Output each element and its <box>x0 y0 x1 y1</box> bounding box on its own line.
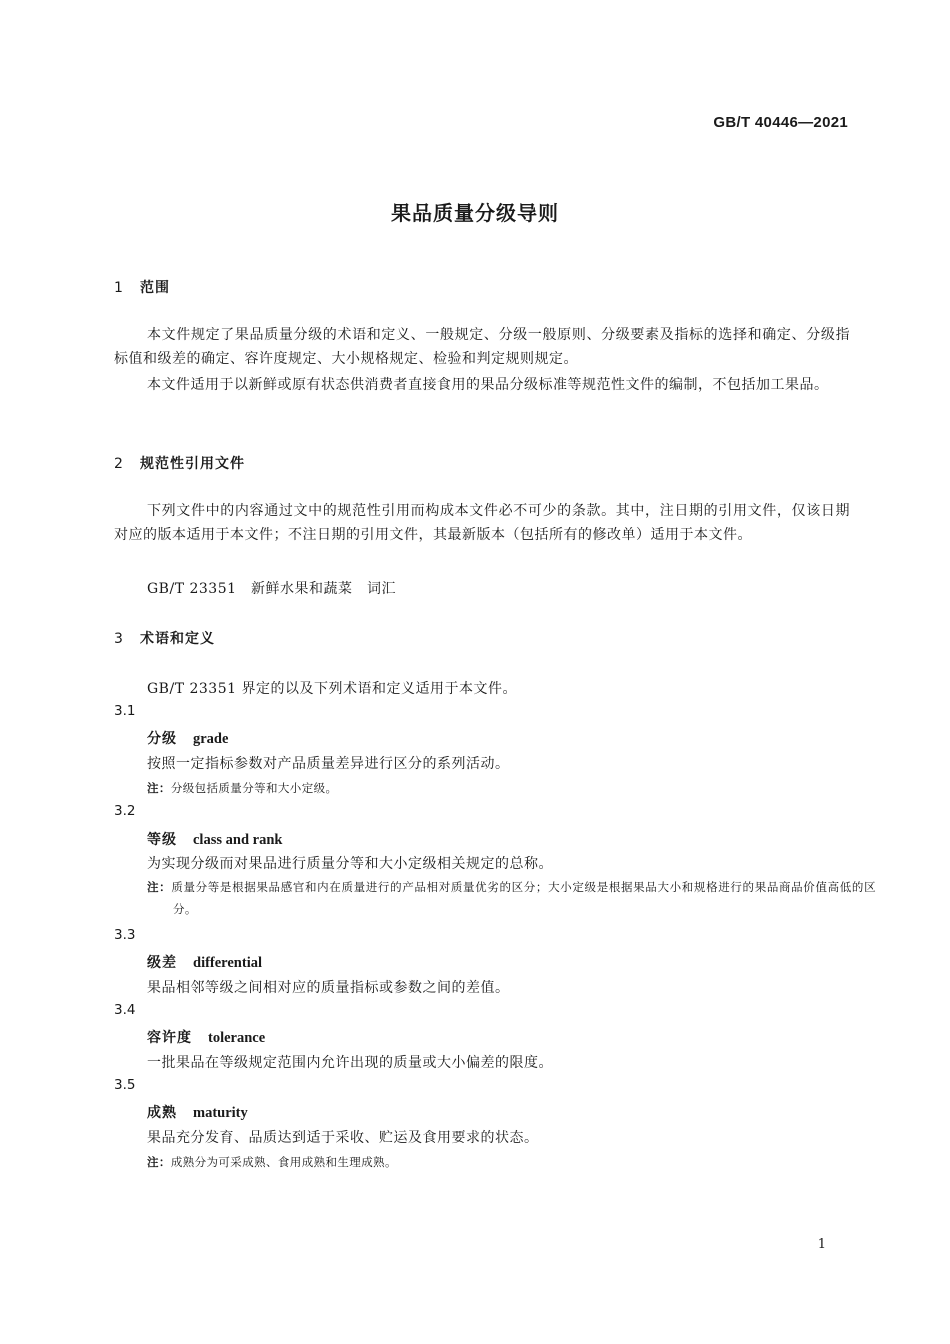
term-zh: 等级 <box>147 832 177 848</box>
term-definition: 果品充分发育、品质达到适于采收、贮运及食用要求的状态。 <box>147 1130 539 1146</box>
term-en: maturity <box>193 1105 248 1121</box>
term-en: grade <box>193 731 229 747</box>
term-definition: 为实现分级而对果品进行质量分等和大小定级相关规定的总称。 <box>147 856 553 872</box>
term-number: 3.1 <box>114 703 136 719</box>
note-label: 注： <box>147 781 171 795</box>
references-paragraph: 下列文件中的内容通过文中的规范性引用而构成本文件必不可少的条款。其中，注日期的引用文件，仅该日期对应的版本适用于本文件；不注日期的引用文件，其最新版本（包括所有的修改单）适用于本文件。 <box>114 503 850 543</box>
term-zh: 容许度 <box>147 1030 192 1046</box>
term-note <box>147 780 337 796</box>
term-differential <box>147 952 262 972</box>
note-text: 质量分等是根据果品感官和内在质量进行的产品相对质量优劣的区分；大小定级是根据果品大小和规格进行的果品商品价值高低的区分。 <box>171 880 876 916</box>
term-definition: 果品相邻等级之间相对应的质量指标或参数之间的差值。 <box>147 980 510 996</box>
term-zh: 成熟 <box>147 1105 177 1121</box>
term-en: differential <box>193 955 262 971</box>
term-number: 3.5 <box>114 1077 136 1093</box>
note-label: 注： <box>147 880 172 894</box>
term-tolerance <box>147 1027 265 1047</box>
term-zh: 分级 <box>147 731 177 747</box>
page-number: 1 <box>817 1237 826 1252</box>
section-number: 3 <box>114 631 124 647</box>
section-heading-terms-definitions <box>114 628 215 648</box>
section-heading-scope <box>114 277 170 297</box>
note-label: 注： <box>147 1155 171 1169</box>
note-text: 分级包括质量分等和大小定级。 <box>170 781 338 795</box>
note-text: 成熟分为可采成熟、食用成熟和生理成熟。 <box>170 1155 397 1169</box>
term-number: 3.3 <box>114 927 136 943</box>
standard-code: GB/T 40446—2021 <box>713 114 848 131</box>
term-number: 3.4 <box>114 1002 136 1018</box>
reference-item: GB/T 23351 新鲜水果和蔬菜 词汇 <box>147 581 397 597</box>
scope-paragraph-2: 本文件适用于以新鲜或原有状态供消费者直接食用的果品分级标准等规范性文件的编制，不包括加工果品。 <box>147 377 829 393</box>
scope-paragraph-1: 本文件规定了果品质量分级的术语和定义、一般规定、分级一般原则、分级要素及指标的选择和确定、分级指标值和级差的确定、容许度规定、大小规格规定、检验和判定规则规定。 <box>114 327 850 367</box>
term-zh: 级差 <box>147 955 177 971</box>
term-definition: 一批果品在等级规定范围内允许出现的质量或大小偏差的限度。 <box>147 1055 553 1071</box>
section-number: 1 <box>114 280 124 296</box>
term-note <box>147 1154 397 1170</box>
term-definition: 按照一定指标参数对产品质量差异进行区分的系列活动。 <box>147 756 510 772</box>
section-title: 范围 <box>140 280 170 296</box>
term-en: class and rank <box>193 832 283 848</box>
section-title: 术语和定义 <box>140 631 215 647</box>
section-title: 规范性引用文件 <box>140 456 245 472</box>
term-grade <box>147 728 228 748</box>
section-heading-normative-references <box>114 453 245 473</box>
term-number: 3.2 <box>114 803 136 819</box>
term-en: tolerance <box>208 1030 266 1046</box>
section-number: 2 <box>114 456 124 472</box>
term-note <box>147 876 876 920</box>
term-maturity <box>147 1102 248 1122</box>
terms-intro: GB/T 23351 界定的以及下列术语和定义适用于本文件。 <box>147 681 517 697</box>
term-class-and-rank <box>147 829 282 849</box>
document-title: 果品质量分级导则 <box>391 201 559 225</box>
